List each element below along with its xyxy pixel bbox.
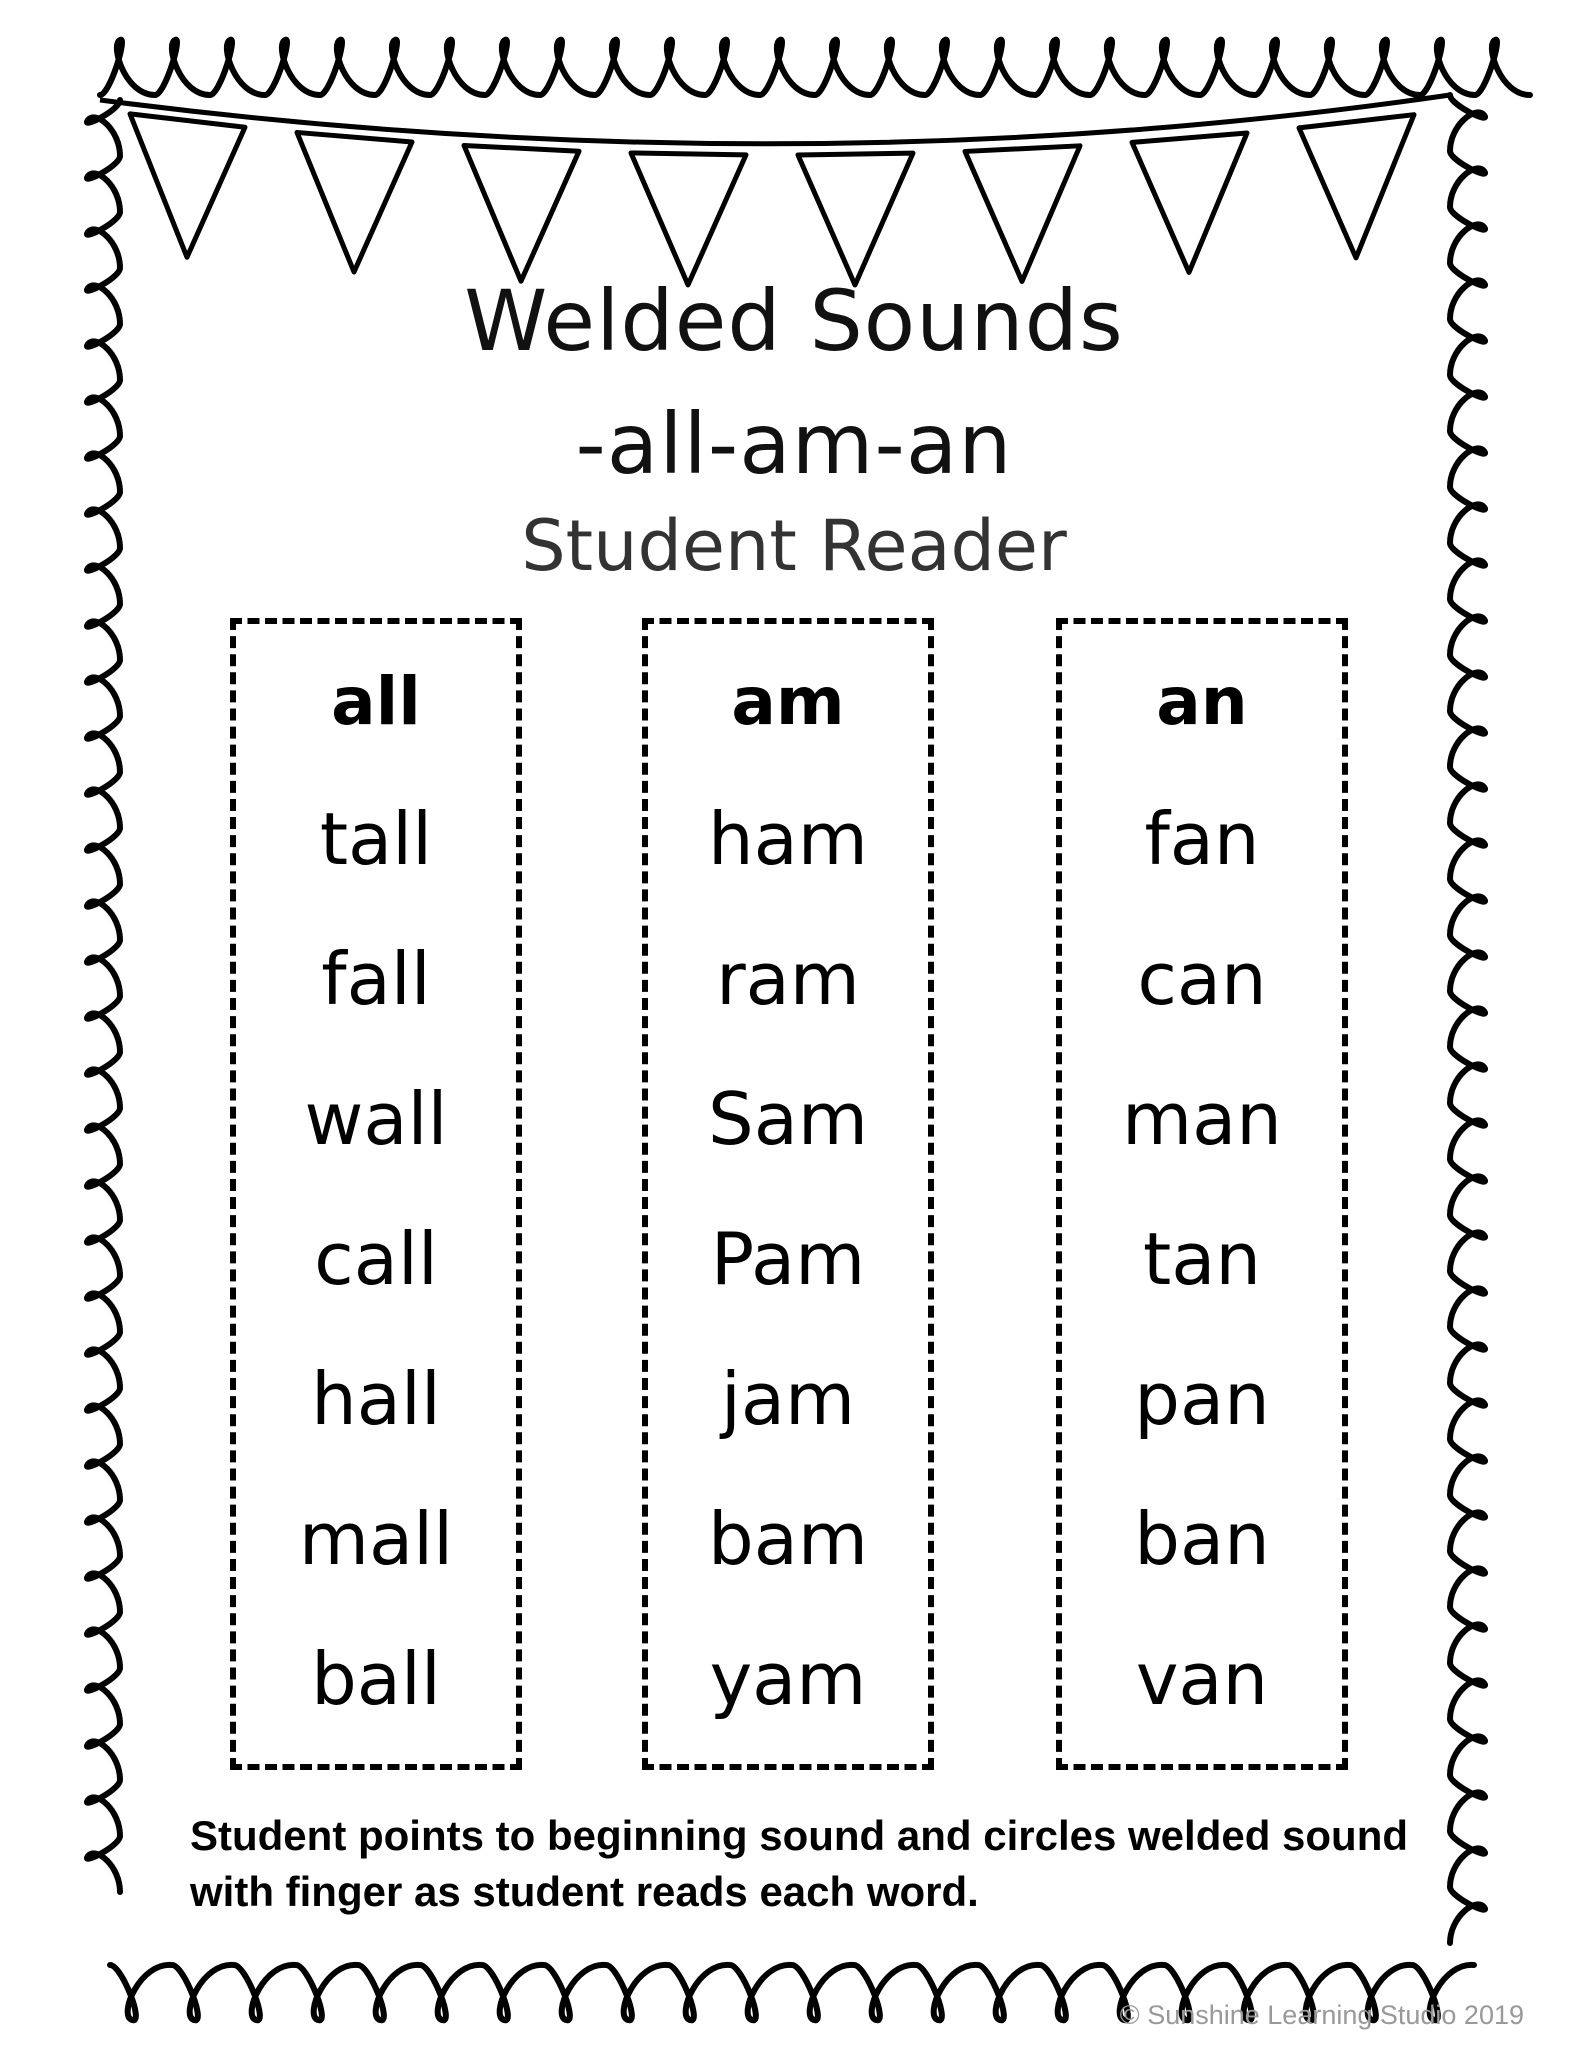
word-item: ball	[311, 1637, 441, 1721]
word-item: can	[1137, 937, 1267, 1021]
word-item: call	[314, 1217, 438, 1301]
word-item: man	[1122, 1077, 1282, 1161]
page-title: Welded Sounds	[464, 272, 1124, 370]
column-header: an	[1156, 663, 1248, 740]
word-item: fall	[321, 937, 431, 1021]
word-column-all	[230, 618, 522, 1770]
word-families-subtitle: -all-am-an	[575, 395, 1013, 493]
word-item: hall	[311, 1357, 441, 1441]
word-item: tall	[319, 797, 433, 881]
word-item: yam	[709, 1637, 867, 1721]
copyright-notice: © Sunshine Learning Studio 2019	[1119, 2000, 1524, 2030]
bunting-flag	[464, 145, 579, 281]
word-item: pan	[1134, 1357, 1270, 1441]
bunting-flag	[1132, 133, 1247, 272]
word-column-am	[642, 618, 934, 1770]
bunting-flag	[631, 153, 746, 285]
bunting-flag	[130, 114, 245, 257]
word-item: tan	[1143, 1217, 1261, 1301]
word-item: ban	[1134, 1497, 1270, 1581]
word-item: Pam	[710, 1217, 866, 1301]
word-item: bam	[708, 1497, 868, 1581]
column-header: all	[331, 663, 421, 740]
word-item: mall	[298, 1497, 454, 1581]
word-column-an	[1056, 618, 1348, 1770]
column-header: am	[731, 663, 845, 740]
student-reader-label: Student Reader	[521, 505, 1067, 587]
bunting-flag	[798, 153, 913, 285]
word-item: fan	[1144, 797, 1260, 881]
bunting-banner	[100, 95, 1450, 285]
bunting-flag	[297, 132, 412, 272]
top-curl-border	[100, 40, 1530, 95]
bunting-flag	[965, 146, 1080, 282]
bunting-flag	[1299, 115, 1414, 258]
word-item: ram	[716, 937, 860, 1021]
word-item: ham	[708, 797, 868, 881]
word-item: Sam	[708, 1077, 868, 1161]
right-curl-border	[1450, 95, 1485, 1943]
instructions-text: Student points to beginning sound and circles welded sound with finger as student reads each word.	[190, 1812, 1409, 1915]
word-item: wall	[304, 1077, 448, 1161]
word-item: van	[1135, 1637, 1269, 1721]
word-item: jam	[720, 1357, 856, 1441]
